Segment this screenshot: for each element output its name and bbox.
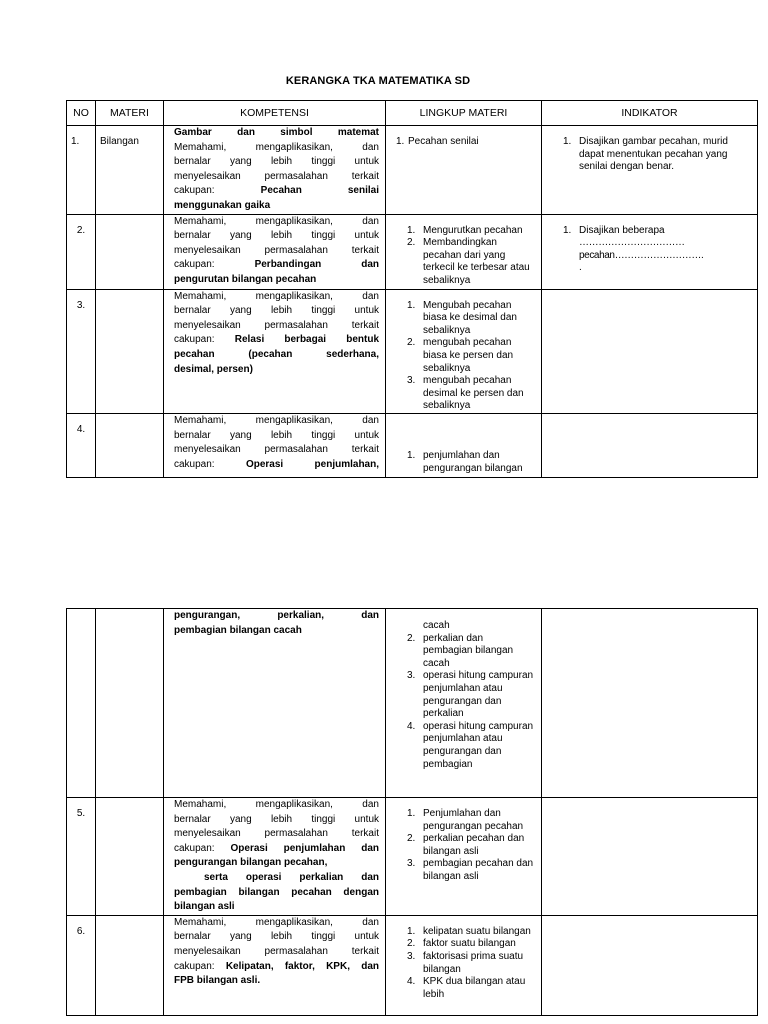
table-row <box>67 214 758 289</box>
row-indikator <box>542 915 758 1015</box>
kompetensi-line: bernalar yang lebih tinggi untuk <box>174 156 379 168</box>
table-row <box>67 413 758 477</box>
row-number: 1. <box>67 126 96 215</box>
row-kompetensi <box>164 413 386 477</box>
header-no: NO <box>67 101 96 126</box>
kompetensi-cakupan: cakupan: <box>174 960 215 972</box>
kompetensi-line: bernalar yang lebih tinggi untuk <box>174 931 379 943</box>
list-item: 2. perkalian pecahan dan bilangan asli <box>407 833 525 857</box>
kompetensi-line: Memahami, mengaplikasikan, dan <box>174 290 379 302</box>
row-kompetensi <box>164 609 386 798</box>
kompetensi-line: bernalar yang lebih tinggi untuk <box>174 230 379 242</box>
table-row <box>67 126 758 215</box>
kompetensi-cakupan: cakupan: <box>174 458 215 470</box>
kompetensi-scope: menggunakan gaika <box>174 199 271 211</box>
row-materi: Bilangan <box>96 126 164 215</box>
kompetensi-scope: Operasi penjumlahan dan <box>230 842 379 854</box>
table-row <box>67 798 758 916</box>
list-item: 1. penjumlahan dan pengurangan bilangan <box>407 449 523 474</box>
row-materi <box>96 289 164 413</box>
indikator-dots: …………………………… <box>579 237 685 249</box>
list-item: 1. Mengurutkan pecahan <box>407 224 523 236</box>
list-item: 2. Membandingkan pecahan dari yang terkecil ke terbesar atau sebaliknya <box>407 237 530 286</box>
row-lingkup-materi <box>386 609 542 798</box>
kompetensi-scope: bilangan asli <box>174 901 235 913</box>
list-item: 1. Penjumlahan dan pengurangan pecahan <box>407 808 524 832</box>
kompetensi-cakupan: cakupan: <box>174 334 215 346</box>
kompetensi-line: bernalar yang lebih tinggi untuk <box>174 813 379 825</box>
row-number: 4. <box>67 413 96 477</box>
row-lingkup-materi <box>386 413 542 477</box>
row-number: 6. <box>67 915 96 1015</box>
indikator-dots: pecahan………………………. <box>579 249 704 261</box>
table-row <box>67 289 758 413</box>
kompetensi-scope: pecahan (pecahan sederhana, <box>174 348 379 360</box>
row-number: 2. <box>67 214 96 289</box>
table-row <box>67 609 758 798</box>
list-item: 4. operasi hitung campuran penjumlahan atau pengurangan dan pembagian <box>407 720 534 770</box>
kompetensi-line: bernalar yang lebih tinggi untuk <box>174 305 379 317</box>
row-number <box>67 609 96 798</box>
row-kompetensi <box>164 126 386 215</box>
kompetensi-line: menyelesaikan permasalahan terkait <box>174 319 379 331</box>
list-item: 2. mengubah pecahan biasa ke persen dan sebaliknya <box>407 337 514 374</box>
kompetensi-line: menyelesaikan permasalahan terkait <box>174 945 379 957</box>
header-indikator: INDIKATOR <box>542 101 758 126</box>
row-materi <box>96 798 164 916</box>
list-item: 2. faktor suatu bilangan <box>407 938 516 950</box>
kompetensi-scope: serta operasi perkalian dan <box>204 871 379 883</box>
kompetensi-line: Memahami, mengaplikasikan, dan <box>174 215 379 227</box>
table-header-row <box>67 101 758 126</box>
row-kompetensi <box>164 289 386 413</box>
row-materi <box>96 609 164 798</box>
table-row <box>67 915 758 1015</box>
kompetensi-line: Memahami, mengaplikasikan, dan <box>174 916 379 928</box>
row-indikator <box>542 609 758 798</box>
row-materi <box>96 915 164 1015</box>
kompetensi-line: menyelesaikan permasalahan terkait <box>174 828 379 840</box>
list-item: 4. KPK dua bilangan atau lebih <box>407 976 526 1000</box>
kompetensi-scope: Relasi berbagai bentuk <box>234 334 380 346</box>
kompetensi-cakupan: cakupan: <box>174 842 215 854</box>
kompetensi-line: bernalar yang lebih tinggi untuk <box>174 429 379 441</box>
row-indikator <box>542 798 758 916</box>
row-kompetensi <box>164 798 386 916</box>
row-lingkup-materi <box>386 214 542 289</box>
list-item: 3. faktorisasi prima suatu bilangan <box>407 950 524 975</box>
row-materi <box>96 413 164 477</box>
row-lingkup-materi <box>386 798 542 916</box>
list-item: 1. Disajikan beberapa <box>563 224 665 236</box>
row-indikator <box>542 126 758 215</box>
kompetensi-line: menyelesaikan permasalahan terkait <box>174 244 379 256</box>
list-item: 2. perkalian dan pembagian bilangan cacah <box>407 632 514 669</box>
list-item: 1. Pecahan senilai <box>396 136 479 147</box>
kompetensi-line: menyelesaikan permasalahan terkait <box>174 444 379 456</box>
row-indikator <box>542 214 758 289</box>
kompetensi-scope: FPB bilangan asli. <box>174 975 261 987</box>
header-lingkup-materi: LINGKUP MATERI <box>386 101 542 126</box>
row-lingkup-materi <box>386 289 542 413</box>
framework-table-page-1 <box>66 100 758 478</box>
kompetensi-line: Memahami, mengaplikasikan, dan <box>174 799 379 810</box>
indikator-dots: . <box>579 262 582 274</box>
kompetensi-scope: pembagian bilangan pecahan dengan <box>174 886 379 898</box>
row-lingkup-materi <box>386 915 542 1015</box>
row-number: 3. <box>67 289 96 413</box>
list-item: 1. Disajikan gambar pecahan, murid dapat menentukan pecahan yang senilai dengan benar. <box>563 136 728 173</box>
row-number: 5. <box>67 798 96 916</box>
list-item: 1. kelipatan suatu bilangan <box>407 925 531 937</box>
kompetensi-scope: pengurangan, perkalian, dan <box>174 610 379 621</box>
kompetensi-scope: Perbandingan dan <box>254 259 380 271</box>
kompetensi-scope: pengurutan bilangan pecahan <box>174 273 317 285</box>
list-item: 3. pembagian pecahan dan bilangan asli <box>407 858 534 882</box>
kompetensi-scope: desimal, persen) <box>174 363 253 375</box>
list-item: 1. Mengubah pecahan biasa ke desimal dan sebaliknya <box>407 299 517 336</box>
row-indikator <box>542 289 758 413</box>
document-title: KERANGKA TKA MATEMATIKA SD <box>285 75 471 87</box>
framework-table-page-2 <box>66 608 758 1016</box>
kompetensi-cakupan: cakupan: <box>174 185 215 197</box>
row-materi <box>96 214 164 289</box>
kompetensi-scope: Kelipatan, faktor, KPK, dan <box>225 960 379 972</box>
kompetensi-line: Gambar dan simbol matemat <box>174 127 379 138</box>
row-lingkup-materi <box>386 126 542 215</box>
row-indikator <box>542 413 758 477</box>
header-materi: MATERI <box>96 101 164 126</box>
row-kompetensi <box>164 915 386 1015</box>
kompetensi-scope: pembagian bilangan cacah <box>174 624 302 636</box>
kompetensi-line: Memahami, mengaplikasikan, dan <box>174 141 379 153</box>
list-item: 3. mengubah pecahan desimal ke persen dan sebaliknya <box>407 375 524 412</box>
kompetensi-scope: Operasi penjumlahan, <box>245 458 379 470</box>
kompetensi-line: Memahami, mengaplikasikan, dan <box>174 414 379 426</box>
kompetensi-scope: Pecahan senilai <box>260 185 379 197</box>
kompetensi-scope: pengurangan bilangan pecahan, <box>174 857 328 869</box>
kompetensi-line: menyelesaikan permasalahan terkait <box>174 170 379 182</box>
header-kompetensi: KOMPETENSI <box>164 101 386 126</box>
list-item-continuation: cacah <box>423 620 450 631</box>
row-kompetensi <box>164 214 386 289</box>
list-item: 3. operasi hitung campuran penjumlahan atau pengurangan dan perkalian <box>407 670 534 720</box>
kompetensi-cakupan: cakupan: <box>174 259 215 271</box>
